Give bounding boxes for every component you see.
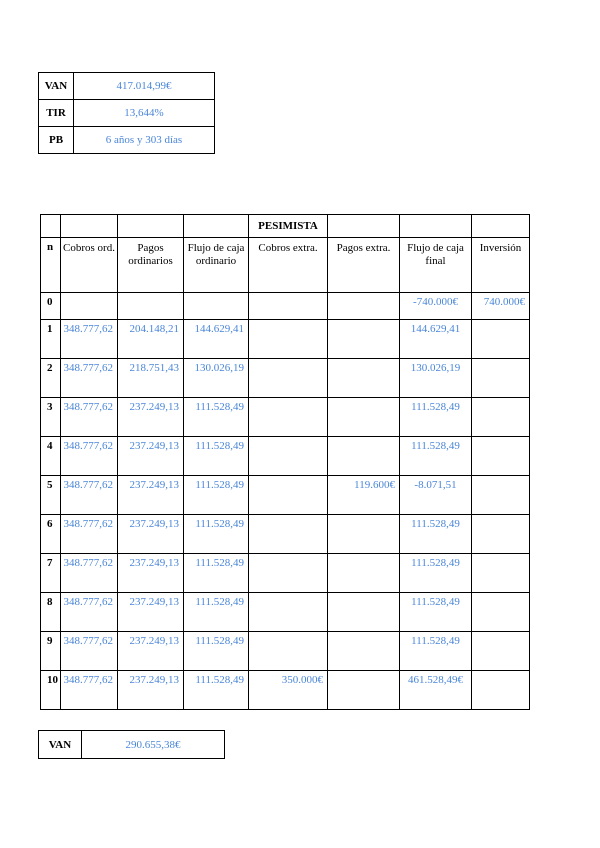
period-cell: 5 bbox=[41, 476, 61, 515]
blank-cell bbox=[118, 215, 184, 238]
cell-pagos-extra: 119.600€ bbox=[328, 476, 400, 515]
cell-cobros-extra bbox=[249, 593, 328, 632]
cell-pagos-extra bbox=[328, 320, 400, 359]
summary-row-van bbox=[39, 73, 215, 100]
table-row bbox=[41, 593, 530, 632]
cell-inversion bbox=[472, 671, 530, 710]
blank-cell bbox=[61, 215, 118, 238]
period-cell: 7 bbox=[41, 554, 61, 593]
cell-inversion: 740.000€ bbox=[472, 293, 530, 320]
column-header-pagos-extra: Pagos extra. bbox=[328, 238, 400, 293]
period-cell: 2 bbox=[41, 359, 61, 398]
cell-cobros-ord bbox=[61, 293, 118, 320]
header-row bbox=[41, 238, 530, 293]
footer-value: 290.655,38€ bbox=[82, 731, 225, 759]
period-cell: 1 bbox=[41, 320, 61, 359]
cell-inversion bbox=[472, 593, 530, 632]
table-row bbox=[41, 320, 530, 359]
cell-cobros-extra bbox=[249, 476, 328, 515]
cell-flujo-ord: 144.629,41 bbox=[184, 320, 249, 359]
cell-cobros-extra bbox=[249, 515, 328, 554]
cell-flujo-final: -740.000€ bbox=[400, 293, 472, 320]
blank-cell bbox=[41, 215, 61, 238]
cell-cobros-ord: 348.777,62 bbox=[61, 554, 118, 593]
period-cell: 0 bbox=[41, 293, 61, 320]
period-cell: 6 bbox=[41, 515, 61, 554]
cell-cobros-ord: 348.777,62 bbox=[61, 593, 118, 632]
cell-pagos-ord: 237.249,13 bbox=[118, 671, 184, 710]
summary-value: 6 años y 303 días bbox=[74, 127, 215, 154]
table-row bbox=[41, 359, 530, 398]
footer-row bbox=[39, 731, 225, 759]
cell-flujo-ord: 111.528,49 bbox=[184, 593, 249, 632]
cell-inversion bbox=[472, 476, 530, 515]
cell-inversion bbox=[472, 437, 530, 476]
summary-label: PB bbox=[39, 127, 74, 154]
cash-flow-table bbox=[40, 214, 530, 710]
column-header-cobros-extra: Cobros extra. bbox=[249, 238, 328, 293]
cell-pagos-ord: 218.751,43 bbox=[118, 359, 184, 398]
period-cell: 8 bbox=[41, 593, 61, 632]
cell-flujo-final: 111.528,49 bbox=[400, 632, 472, 671]
cell-cobros-ord: 348.777,62 bbox=[61, 398, 118, 437]
summary-label: TIR bbox=[39, 100, 74, 127]
cell-pagos-ord: 237.249,13 bbox=[118, 515, 184, 554]
cell-inversion bbox=[472, 632, 530, 671]
cell-flujo-ord: 111.528,49 bbox=[184, 554, 249, 593]
cell-cobros-ord: 348.777,62 bbox=[61, 320, 118, 359]
cell-pagos-ord: 237.249,13 bbox=[118, 593, 184, 632]
cell-pagos-ord: 237.249,13 bbox=[118, 398, 184, 437]
table-row bbox=[41, 671, 530, 710]
cell-flujo-ord: 111.528,49 bbox=[184, 632, 249, 671]
period-cell: 3 bbox=[41, 398, 61, 437]
summary-value: 13,644% bbox=[74, 100, 215, 127]
cell-pagos-extra bbox=[328, 437, 400, 476]
cell-flujo-final: -8.071,51 bbox=[400, 476, 472, 515]
column-header-flujo-final: Flujo de caja final bbox=[400, 238, 472, 293]
period-cell: 4 bbox=[41, 437, 61, 476]
cell-flujo-final: 144.629,41 bbox=[400, 320, 472, 359]
cell-pagos-ord bbox=[118, 293, 184, 320]
cell-flujo-final: 111.528,49 bbox=[400, 554, 472, 593]
column-header-inversion: Inversión bbox=[472, 238, 530, 293]
cell-pagos-extra bbox=[328, 398, 400, 437]
cell-inversion bbox=[472, 398, 530, 437]
cell-flujo-final: 461.528,49€ bbox=[400, 671, 472, 710]
van-footer-table bbox=[38, 730, 225, 759]
cell-flujo-ord: 111.528,49 bbox=[184, 398, 249, 437]
cell-flujo-final: 130.026,19 bbox=[400, 359, 472, 398]
cell-inversion bbox=[472, 359, 530, 398]
cell-flujo-final: 111.528,49 bbox=[400, 398, 472, 437]
cell-flujo-ord: 111.528,49 bbox=[184, 515, 249, 554]
cell-pagos-extra bbox=[328, 515, 400, 554]
period-cell: 10 bbox=[41, 671, 61, 710]
table-row bbox=[41, 293, 530, 320]
cell-cobros-ord: 348.777,62 bbox=[61, 515, 118, 554]
summary-value: 417.014,99€ bbox=[74, 73, 215, 100]
cell-flujo-ord: 111.528,49 bbox=[184, 437, 249, 476]
cell-inversion bbox=[472, 515, 530, 554]
table-row bbox=[41, 554, 530, 593]
cell-flujo-ord: 130.026,19 bbox=[184, 359, 249, 398]
cell-pagos-extra bbox=[328, 593, 400, 632]
scenario-title: PESIMISTA bbox=[249, 215, 328, 238]
table-row bbox=[41, 398, 530, 437]
table-row bbox=[41, 437, 530, 476]
column-header-pagos-ord: Pagos ordinarios bbox=[118, 238, 184, 293]
cell-pagos-extra bbox=[328, 293, 400, 320]
summary-label: VAN bbox=[39, 73, 74, 100]
cell-flujo-ord bbox=[184, 293, 249, 320]
cell-pagos-extra bbox=[328, 359, 400, 398]
period-cell: 9 bbox=[41, 632, 61, 671]
cell-pagos-extra bbox=[328, 554, 400, 593]
cell-cobros-ord: 348.777,62 bbox=[61, 437, 118, 476]
column-header-cobros-ord: Cobros ord. bbox=[61, 238, 118, 293]
cell-cobros-extra bbox=[249, 320, 328, 359]
cell-inversion bbox=[472, 554, 530, 593]
cell-cobros-extra bbox=[249, 293, 328, 320]
cell-cobros-ord: 348.777,62 bbox=[61, 632, 118, 671]
cell-flujo-ord: 111.528,49 bbox=[184, 476, 249, 515]
title-row bbox=[41, 215, 530, 238]
column-header-n: n bbox=[41, 238, 61, 293]
cell-pagos-ord: 237.249,13 bbox=[118, 632, 184, 671]
cell-cobros-ord: 348.777,62 bbox=[61, 359, 118, 398]
cell-pagos-ord: 237.249,13 bbox=[118, 554, 184, 593]
column-header-flujo-ord: Flujo de caja ordinario bbox=[184, 238, 249, 293]
table-row bbox=[41, 515, 530, 554]
blank-cell bbox=[184, 215, 249, 238]
cell-cobros-extra bbox=[249, 359, 328, 398]
cell-cobros-extra bbox=[249, 632, 328, 671]
cell-pagos-extra bbox=[328, 671, 400, 710]
table-row bbox=[41, 632, 530, 671]
summary-row-tir bbox=[39, 100, 215, 127]
cell-cobros-extra bbox=[249, 398, 328, 437]
cell-pagos-ord: 204.148,21 bbox=[118, 320, 184, 359]
cell-inversion bbox=[472, 320, 530, 359]
summary-table bbox=[38, 72, 215, 154]
blank-cell bbox=[328, 215, 400, 238]
cell-flujo-final: 111.528,49 bbox=[400, 593, 472, 632]
blank-cell bbox=[400, 215, 472, 238]
table-row bbox=[41, 476, 530, 515]
cell-pagos-ord: 237.249,13 bbox=[118, 437, 184, 476]
cell-pagos-extra bbox=[328, 632, 400, 671]
cell-cobros-extra: 350.000€ bbox=[249, 671, 328, 710]
summary-row-pb bbox=[39, 127, 215, 154]
cell-cobros-extra bbox=[249, 437, 328, 476]
blank-cell bbox=[472, 215, 530, 238]
cell-cobros-ord: 348.777,62 bbox=[61, 476, 118, 515]
cell-flujo-ord: 111.528,49 bbox=[184, 671, 249, 710]
footer-label: VAN bbox=[39, 731, 82, 759]
cell-cobros-extra bbox=[249, 554, 328, 593]
cell-cobros-ord: 348.777,62 bbox=[61, 671, 118, 710]
cell-flujo-final: 111.528,49 bbox=[400, 437, 472, 476]
cell-flujo-final: 111.528,49 bbox=[400, 515, 472, 554]
cell-pagos-ord: 237.249,13 bbox=[118, 476, 184, 515]
